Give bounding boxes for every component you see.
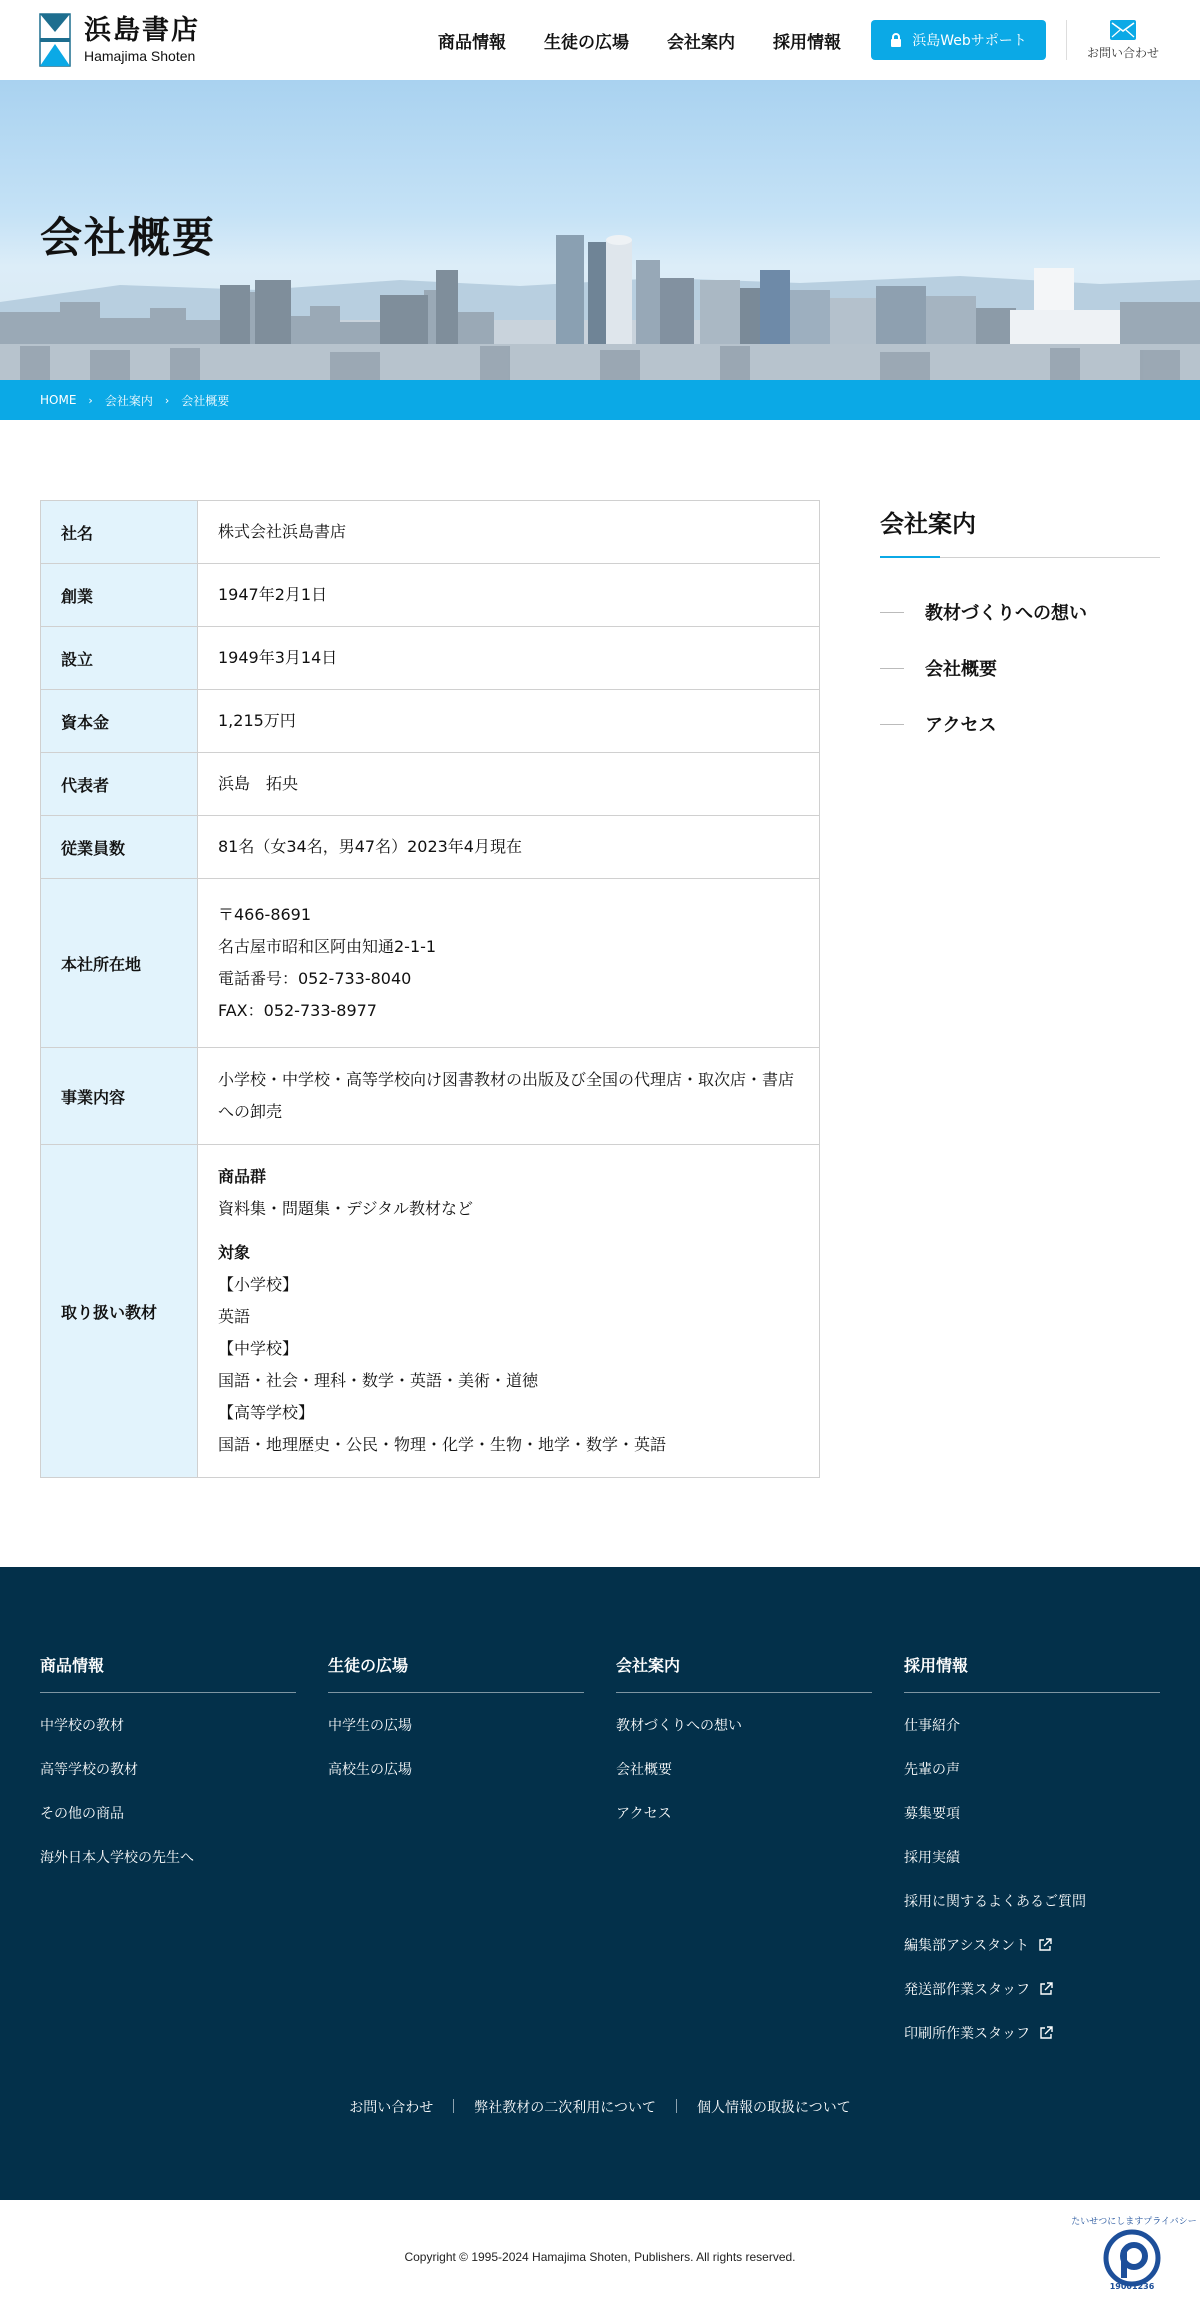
row-value: 81名（女34名，男47名）2023年4月現在	[198, 816, 820, 879]
header-divider	[1066, 20, 1067, 60]
privacy-mark-logo[interactable]	[1071, 2212, 1197, 2291]
mail-icon	[1110, 20, 1136, 40]
hero-banner	[0, 80, 1200, 380]
address-line: 名古屋市昭和区阿由知通2-1-1	[218, 937, 437, 956]
nav-students[interactable]: 生徒の広場	[544, 33, 629, 53]
table-row	[41, 879, 820, 1048]
footer-external-link[interactable]	[904, 1923, 1160, 1967]
materials-value	[198, 1145, 820, 1478]
breadcrumb-company[interactable]: 会社案内	[104, 393, 153, 408]
row-label: 本社所在地	[41, 879, 198, 1048]
contact-label: お問い合わせ	[1086, 46, 1159, 60]
logo-japanese: 浜島書店	[84, 15, 200, 46]
footer-column-title[interactable]: 会社案内	[616, 1653, 872, 1693]
row-value: 1949年3月14日	[198, 627, 820, 690]
footer-link[interactable]: 教材づくりへの想い	[616, 1718, 742, 1734]
target-title: 対象	[218, 1243, 251, 1262]
nav-recruit[interactable]: 採用情報	[773, 33, 841, 53]
site-footer	[0, 1567, 1200, 2200]
page-title: 会社概要	[40, 213, 217, 262]
footer-link[interactable]: 先輩の声	[904, 1762, 960, 1778]
footer-link[interactable]: 採用に関するよくあるご質問	[904, 1894, 1086, 1910]
site-logo[interactable]	[40, 14, 200, 66]
group-value: 資料集・問題集・デジタル教材など	[218, 1199, 474, 1218]
nav-products[interactable]: 商品情報	[438, 33, 506, 53]
company-info-table	[40, 500, 820, 1478]
footer-contact-link[interactable]: お問い合わせ	[349, 2100, 434, 2116]
footer-external-link[interactable]	[904, 1967, 1160, 2011]
dash-icon	[880, 612, 904, 613]
row-label: 代表者	[41, 753, 198, 816]
external-link-icon	[1037, 1937, 1053, 1953]
footer-link[interactable]: 高校生の広場	[328, 1762, 412, 1778]
footer-link[interactable]: 海外日本人学校の先生へ	[40, 1850, 194, 1866]
target-line: 国語・地理歴史・公民・物理・化学・生物・地学・数学・英語	[218, 1435, 667, 1454]
row-label: 事業内容	[41, 1048, 198, 1145]
target-line: 英語	[218, 1307, 251, 1326]
table-row	[41, 690, 820, 753]
footer-link[interactable]: 中学校の教材	[40, 1718, 124, 1734]
business-value	[198, 1048, 820, 1145]
footer-link[interactable]: アクセス	[616, 1806, 672, 1822]
target-line: 【高等学校】	[218, 1403, 315, 1422]
sidebar-item-label: 会社概要	[925, 659, 997, 680]
footer-column-students	[328, 1653, 584, 1791]
sidebar-item-access[interactable]	[880, 696, 1160, 752]
sidebar	[880, 500, 1160, 752]
dash-icon	[880, 668, 904, 669]
footer-column-company	[616, 1653, 872, 1835]
footer-external-link[interactable]	[904, 2011, 1160, 2055]
row-label: 社名	[41, 501, 198, 564]
footer-link[interactable]: 高等学校の教材	[40, 1762, 138, 1778]
footer-column-title[interactable]: 商品情報	[40, 1653, 296, 1693]
address-value	[198, 879, 820, 1048]
footer-column-products	[40, 1653, 296, 1879]
footer-link-label: 編集部アシスタント	[904, 1938, 1030, 1954]
table-row	[41, 753, 820, 816]
fax-number: FAX：052-733-8977	[218, 1001, 377, 1020]
target-line: 【中学校】	[218, 1339, 299, 1358]
footer-link[interactable]: 採用実績	[904, 1850, 960, 1866]
external-link-icon	[1038, 2025, 1054, 2041]
sidebar-item-label: 教材づくりへの想い	[925, 603, 1087, 624]
table-row	[41, 501, 820, 564]
web-support-label: 浜島Webサポート	[912, 33, 1027, 49]
footer-link[interactable]: 募集要項	[904, 1806, 960, 1822]
footer-link-label: 発送部作業スタッフ	[904, 1982, 1030, 1998]
row-value: 浜島 拓央	[198, 753, 820, 816]
sidebar-item-philosophy[interactable]	[880, 584, 1160, 640]
footer-link[interactable]: 仕事紹介	[904, 1718, 960, 1734]
row-label: 取り扱い教材	[41, 1145, 198, 1478]
sidebar-item-overview[interactable]	[880, 640, 1160, 696]
sidebar-nav	[880, 584, 1160, 752]
chevron-right-icon: ›	[88, 393, 93, 407]
table-row	[41, 627, 820, 690]
footer-column-title[interactable]: 生徒の広場	[328, 1653, 584, 1693]
row-label: 従業員数	[41, 816, 198, 879]
footer-link[interactable]: 会社概要	[616, 1762, 672, 1778]
row-label: 創業	[41, 564, 198, 627]
lock-icon	[890, 33, 902, 47]
business-line: への卸売	[218, 1102, 283, 1121]
footer-utility-links	[0, 2097, 1200, 2117]
logo-english: Hamajima Shoten	[84, 48, 196, 64]
row-label: 設立	[41, 627, 198, 690]
row-value: 株式会社浜島書店	[198, 501, 820, 564]
table-row	[41, 1145, 820, 1478]
pmark-caption: たいせつにしますプライバシー	[1071, 2217, 1197, 2227]
footer-reuse-link[interactable]: 弊社教材の二次利用について	[474, 2100, 656, 2116]
row-label: 資本金	[41, 690, 198, 753]
copyright-text: Copyright © 1995-2024 Hamajima Shoten, Publishers. All rights reserved.	[404, 2250, 796, 2264]
table-row	[41, 1048, 820, 1145]
table-row	[41, 816, 820, 879]
group-title: 商品群	[218, 1167, 267, 1186]
breadcrumb	[0, 380, 1200, 420]
phone-number: 電話番号：052-733-8040	[218, 969, 412, 988]
logo-mark-icon	[40, 14, 70, 66]
external-link-icon	[1038, 1981, 1054, 1997]
target-line: 【小学校】	[218, 1275, 299, 1294]
footer-link[interactable]: その他の商品	[40, 1806, 124, 1822]
target-line: 国語・社会・理科・数学・英語・美術・道徳	[218, 1371, 539, 1390]
footer-column-title[interactable]: 採用情報	[904, 1653, 1160, 1693]
sidebar-title: 会社案内	[880, 500, 1160, 558]
footer-link-label: 印刷所作業スタッフ	[904, 2026, 1030, 2042]
table-row	[41, 564, 820, 627]
footer-privacy-link[interactable]: 個人情報の取扱について	[697, 2100, 851, 2116]
contact-button[interactable]	[1083, 20, 1163, 61]
row-value: 1947年2月1日	[198, 564, 820, 627]
row-value: 1,215万円	[198, 690, 820, 753]
nav-company[interactable]: 会社案内	[667, 33, 735, 53]
site-header	[0, 0, 1200, 80]
footer-link[interactable]: 中学生の広場	[328, 1718, 412, 1734]
dash-icon	[880, 724, 904, 725]
breadcrumb-home[interactable]: HOME	[40, 393, 77, 407]
chevron-right-icon: ›	[164, 393, 170, 407]
copyright-bar	[0, 2200, 1200, 2300]
web-support-button[interactable]	[871, 20, 1046, 60]
postal-code: 〒466-8691	[218, 905, 312, 924]
global-nav	[438, 28, 879, 53]
sidebar-item-label: アクセス	[925, 715, 997, 736]
breadcrumb-current: 会社概要	[181, 393, 230, 408]
footer-column-recruit	[904, 1653, 1160, 2055]
business-line: 小学校・中学校・高等学校向け図書教材の出版及び全国の代理店・取次店・書店	[218, 1070, 795, 1089]
pmark-number: 19001236	[1109, 2282, 1155, 2291]
